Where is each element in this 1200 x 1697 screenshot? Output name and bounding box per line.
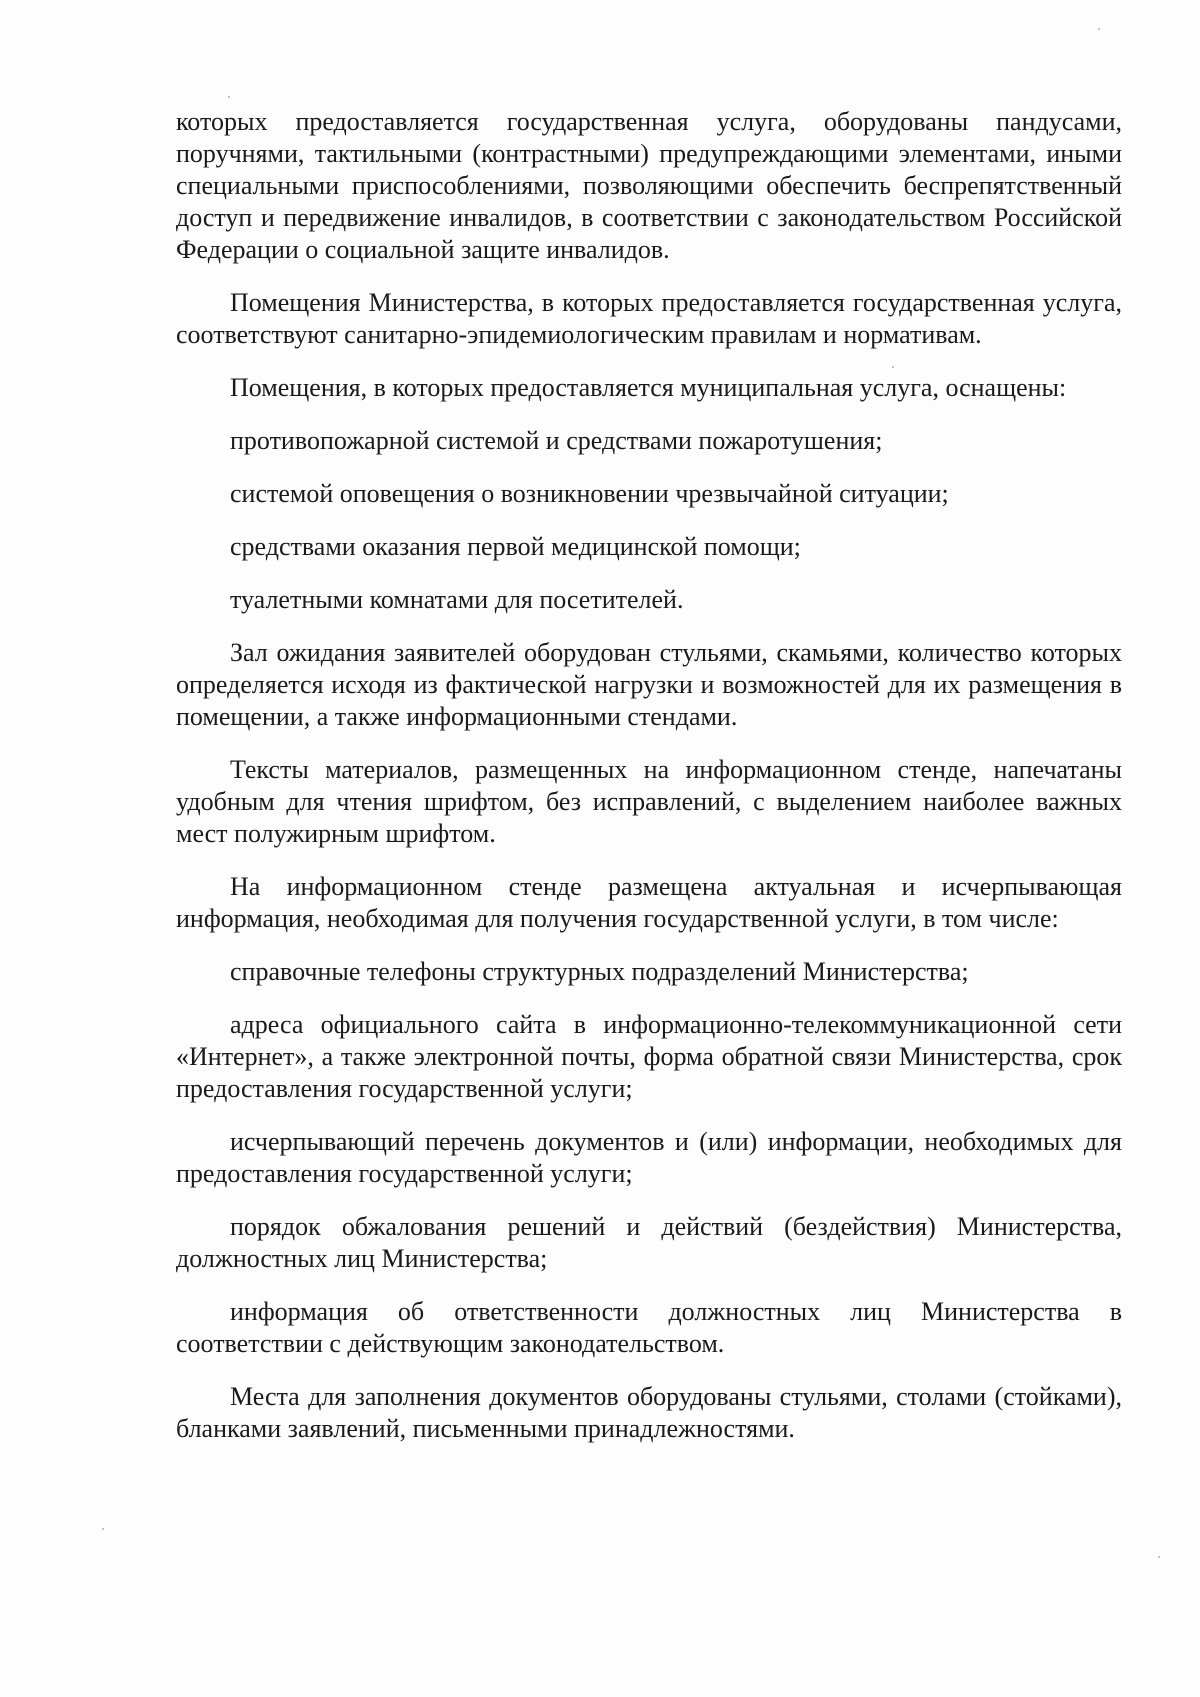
scan-speck — [1158, 1556, 1160, 1558]
scan-speck — [892, 366, 894, 368]
list-item-officials-responsibility: информация об ответственности должностных лиц Министерства в соответствии с действующим законодательством. — [176, 1297, 1122, 1358]
paragraph-stand-information: На информационном стенде размещена актуальная и исчерпывающая информация, необходимая для получения государственной услуги, в том числе: — [176, 872, 1122, 933]
paragraph-waiting-hall: Зал ожидания заявителей оборудован стульями, скамьями, количество которых определяется исходя из фактической нагрузки и возможностей для их размещения в помещении, а также информационными стендами. — [176, 638, 1122, 731]
paragraph-premises-equipped: Помещения, в которых предоставляется муниципальная услуга, оснащены: — [230, 373, 1067, 402]
scan-speck — [102, 1528, 104, 1530]
list-item-documents-list: исчерпывающий перечень документов и (или) информации, необходимых для предоставления государственной услуги; — [176, 1127, 1122, 1188]
list-item-website-addresses: адреса официального сайта в информационно-телекоммуникационной сети «Интернет», а также электронной почты, форма обратной связи Министерства, срок предоставления государственной услуги; — [176, 1010, 1122, 1103]
paragraph-sanitary-compliance: Помещения Министерства, в которых предоставляется государственная услуга, соответствуют санитарно-эпидемиологическим правилам и нормативам. — [176, 288, 1122, 349]
list-item-first-aid: средствами оказания первой медицинской помощи; — [230, 532, 801, 561]
paragraph-stand-texts: Тексты материалов, размещенных на информационном стенде, напечатаны удобным для чтения шрифтом, без исправлений, с выделением наиболее важных мест полужирным шрифтом. — [176, 755, 1122, 848]
paragraph-accessibility-equipment: которых предоставляется государственная услуга, оборудованы пандусами, поручнями, тактильными (контрастными) предупреждающими элементами, иными специальными приспособлениями, позволяющими обеспечить беспрепятственный доступ и передвижение инвалидов, в соответствии с законодательством Российской Федерации о социальной защите инвалидов. — [176, 107, 1122, 264]
list-item-fire-system: противопожарной системой и средствами пожаротушения; — [230, 426, 883, 455]
scan-speck — [1098, 28, 1100, 30]
scan-speck — [228, 96, 230, 98]
list-item-appeal-procedure: порядок обжалования решений и действий (бездействия) Министерства, должностных лиц Министерства; — [176, 1212, 1122, 1273]
document-body — [176, 106, 1122, 1445]
list-item-emergency-alert: системой оповещения о возникновении чрезвычайной ситуации; — [230, 479, 949, 508]
list-item-restrooms: туалетными комнатами для посетителей. — [230, 585, 684, 614]
list-item-phones: справочные телефоны структурных подразделений Министерства; — [230, 957, 969, 986]
paragraph-filling-places: Места для заполнения документов оборудованы стульями, столами (стойками), бланками заявлений, письменными принадлежностями. — [176, 1382, 1122, 1443]
